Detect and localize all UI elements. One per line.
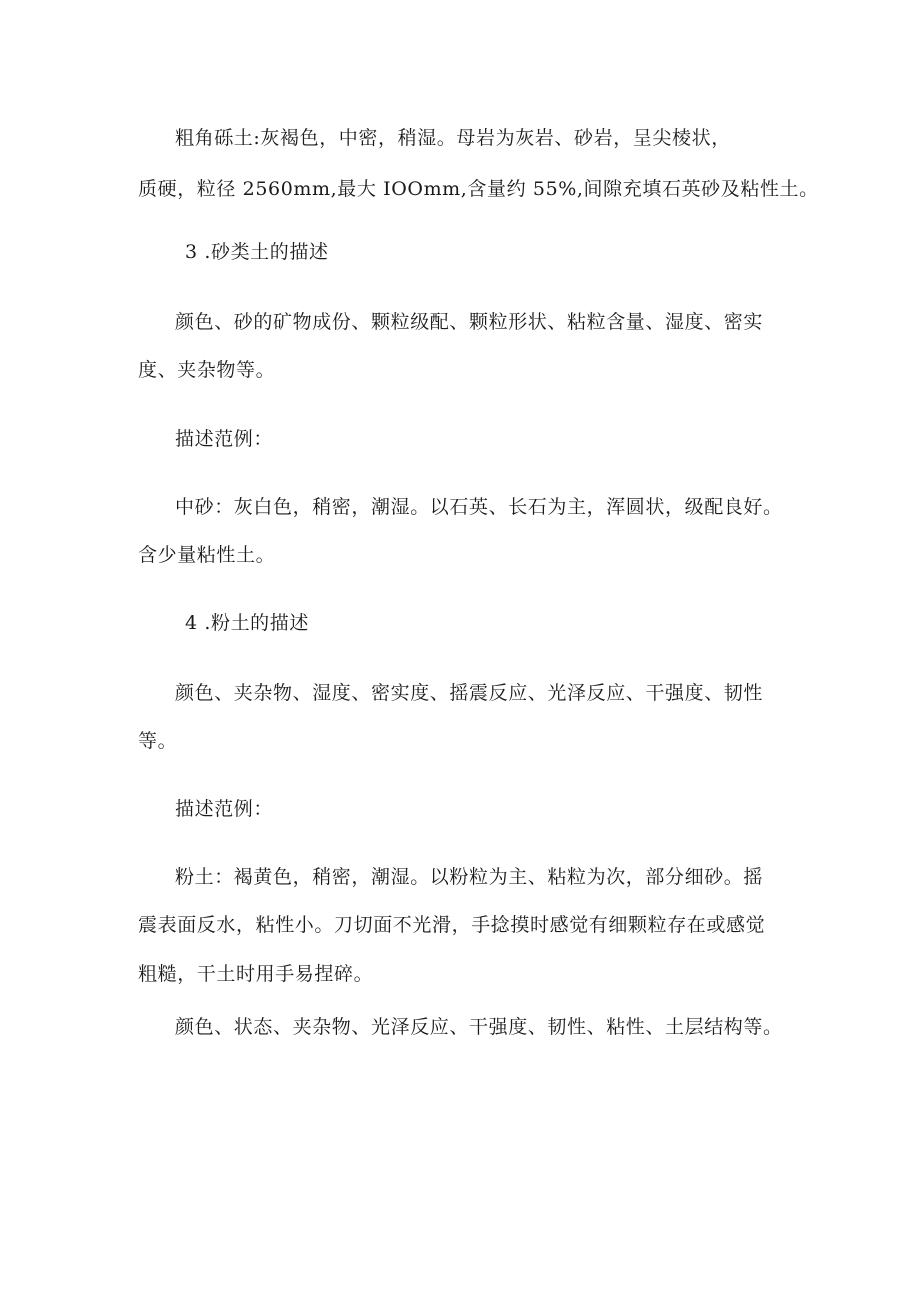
silt-example-line-2: 震表面反水，粘性小。刀切面不光滑，手捻摸时感觉有细颗粒存在或感觉 [138, 914, 766, 936]
sand-fields-line-2: 度、夹杂物等。 [138, 359, 276, 381]
example-label-sand: 描述范例： [175, 428, 274, 450]
coarse-breccia-description-line-1: 粗角砾土:灰褐色，中密，稍湿。母岩为灰岩、砂岩，呈尖棱状， [175, 127, 731, 149]
example-label-silt: 描述范例： [175, 798, 274, 820]
silt-example-line-3: 粗糙，干土时用手易捏碎。 [138, 963, 374, 985]
silt-fields-line-1: 颜色、夹杂物、湿度、密实度、摇震反应、光泽反应、干强度、韧性 [175, 682, 764, 704]
medium-sand-example-line-2: 含少量粘性土。 [138, 544, 276, 566]
sand-fields-line-1: 颜色、砂的矿物成份、颗粒级配、颗粒形状、粘粒含量、湿度、密实 [175, 311, 764, 333]
section-heading-sand: 3 .砂类土的描述 [185, 241, 329, 263]
silt-example-line-1: 粉土：褐黄色，稍密，潮湿。以粉粒为主、粘粒为次，部分细砂。摇 [175, 866, 764, 888]
silt-fields-line-2: 等。 [138, 730, 178, 752]
coarse-breccia-description-line-2: 质硬，粒径 2560mm,最大 IOOmm,含量约 55%,间隙充填石英砂及粘性土。 [138, 178, 819, 200]
medium-sand-example-line-1: 中砂：灰白色，稍密，潮湿。以石英、长石为主，浑圆状，级配良好。 [175, 496, 783, 518]
section-heading-silt: 4 .粉土的描述 [185, 612, 309, 634]
clay-fields-line: 颜色、状态、夹杂物、光泽反应、干强度、韧性、粘性、土层结构等。 [175, 1016, 783, 1038]
